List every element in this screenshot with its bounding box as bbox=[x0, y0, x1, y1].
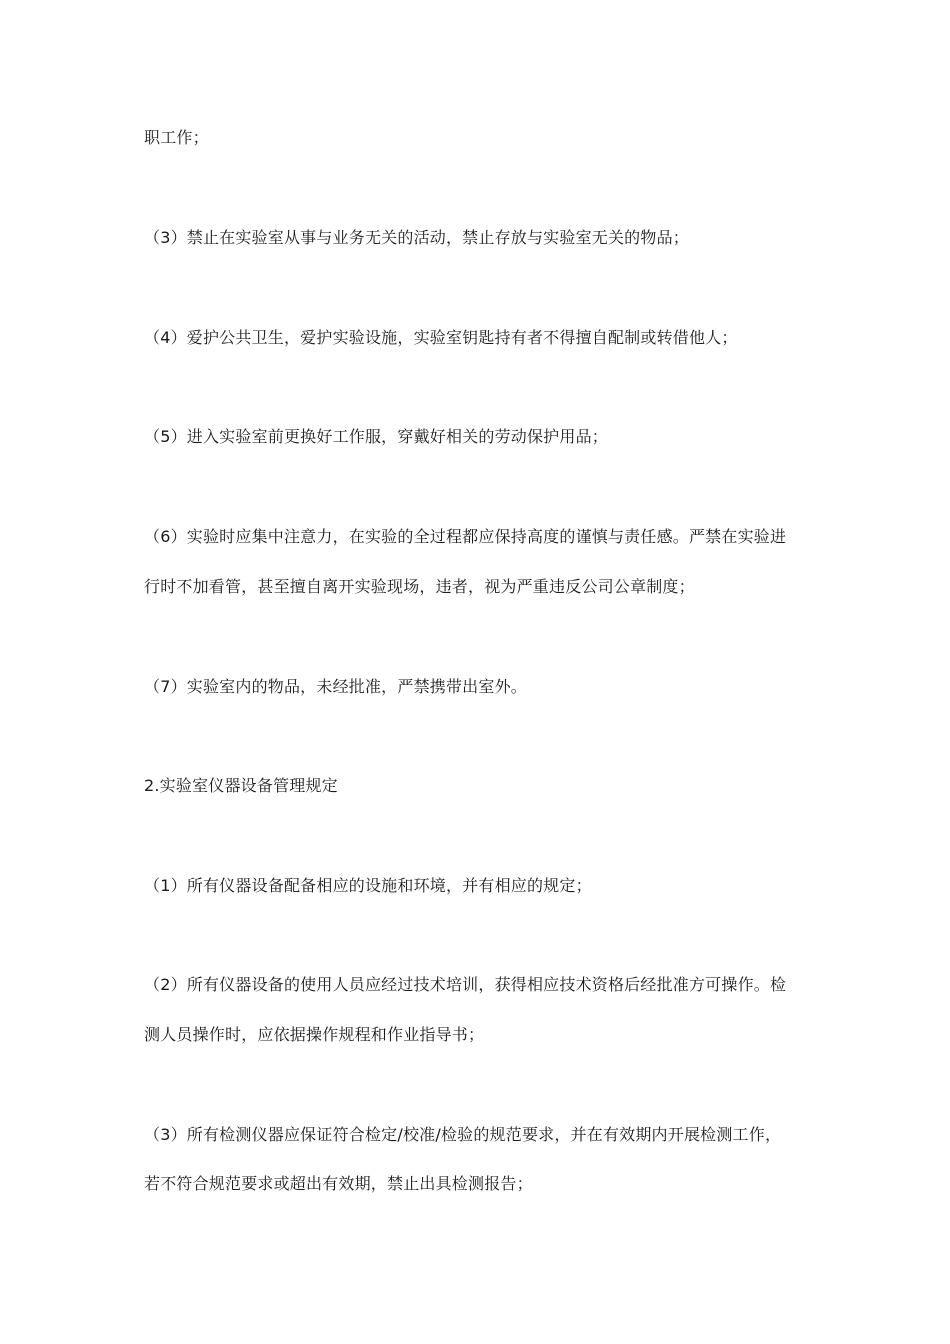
rule-item-5: （5）进入实验室前更换好工作服，穿戴好相关的劳动保护用品； bbox=[144, 427, 608, 446]
rule-item-4: （4）爱护公共卫生，爱护实验设施，实验室钥匙持有者不得擅自配制或转借他人； bbox=[144, 328, 738, 347]
section-heading-2: 2.实验室仪器设备管理规定 bbox=[144, 776, 338, 795]
equipment-item-3-line-2: 若不符合规范要求或超出有效期，禁止出具检测报告； bbox=[144, 1174, 533, 1193]
equipment-item-2-line-1: （2）所有仪器设备的使用人员应经过技术培训，获得相应技术资格后经批准方可操作。检 bbox=[144, 975, 787, 994]
rule-item-6-line-1: （6）实验时应集中注意力，在实验的全过程都应保持高度的谨慎与责任感。严禁在实验进 bbox=[144, 527, 787, 546]
equipment-item-3-line-1: （3）所有检测仪器应保证符合检定/校准/检验的规范要求，并在有效期内开展检测工作， bbox=[144, 1125, 782, 1144]
equipment-item-2-line-2: 测人员操作时，应依据操作规程和作业指导书； bbox=[144, 1025, 485, 1044]
rule-item-7: （7）实验室内的物品，未经批准，严禁携带出室外。 bbox=[144, 677, 527, 696]
rule-item-3: （3）禁止在实验室从事与业务无关的活动，禁止存放与实验室无关的物品； bbox=[144, 228, 689, 247]
rule-item-6-line-2: 行时不加看管，甚至擅自离开实验现场，违者，视为严重违反公司公章制度； bbox=[144, 577, 695, 596]
paragraph-line-continuation: 职工作； bbox=[144, 128, 209, 147]
equipment-item-1: （1）所有仪器设备配备相应的设施和环境，并有相应的规定； bbox=[144, 876, 592, 895]
